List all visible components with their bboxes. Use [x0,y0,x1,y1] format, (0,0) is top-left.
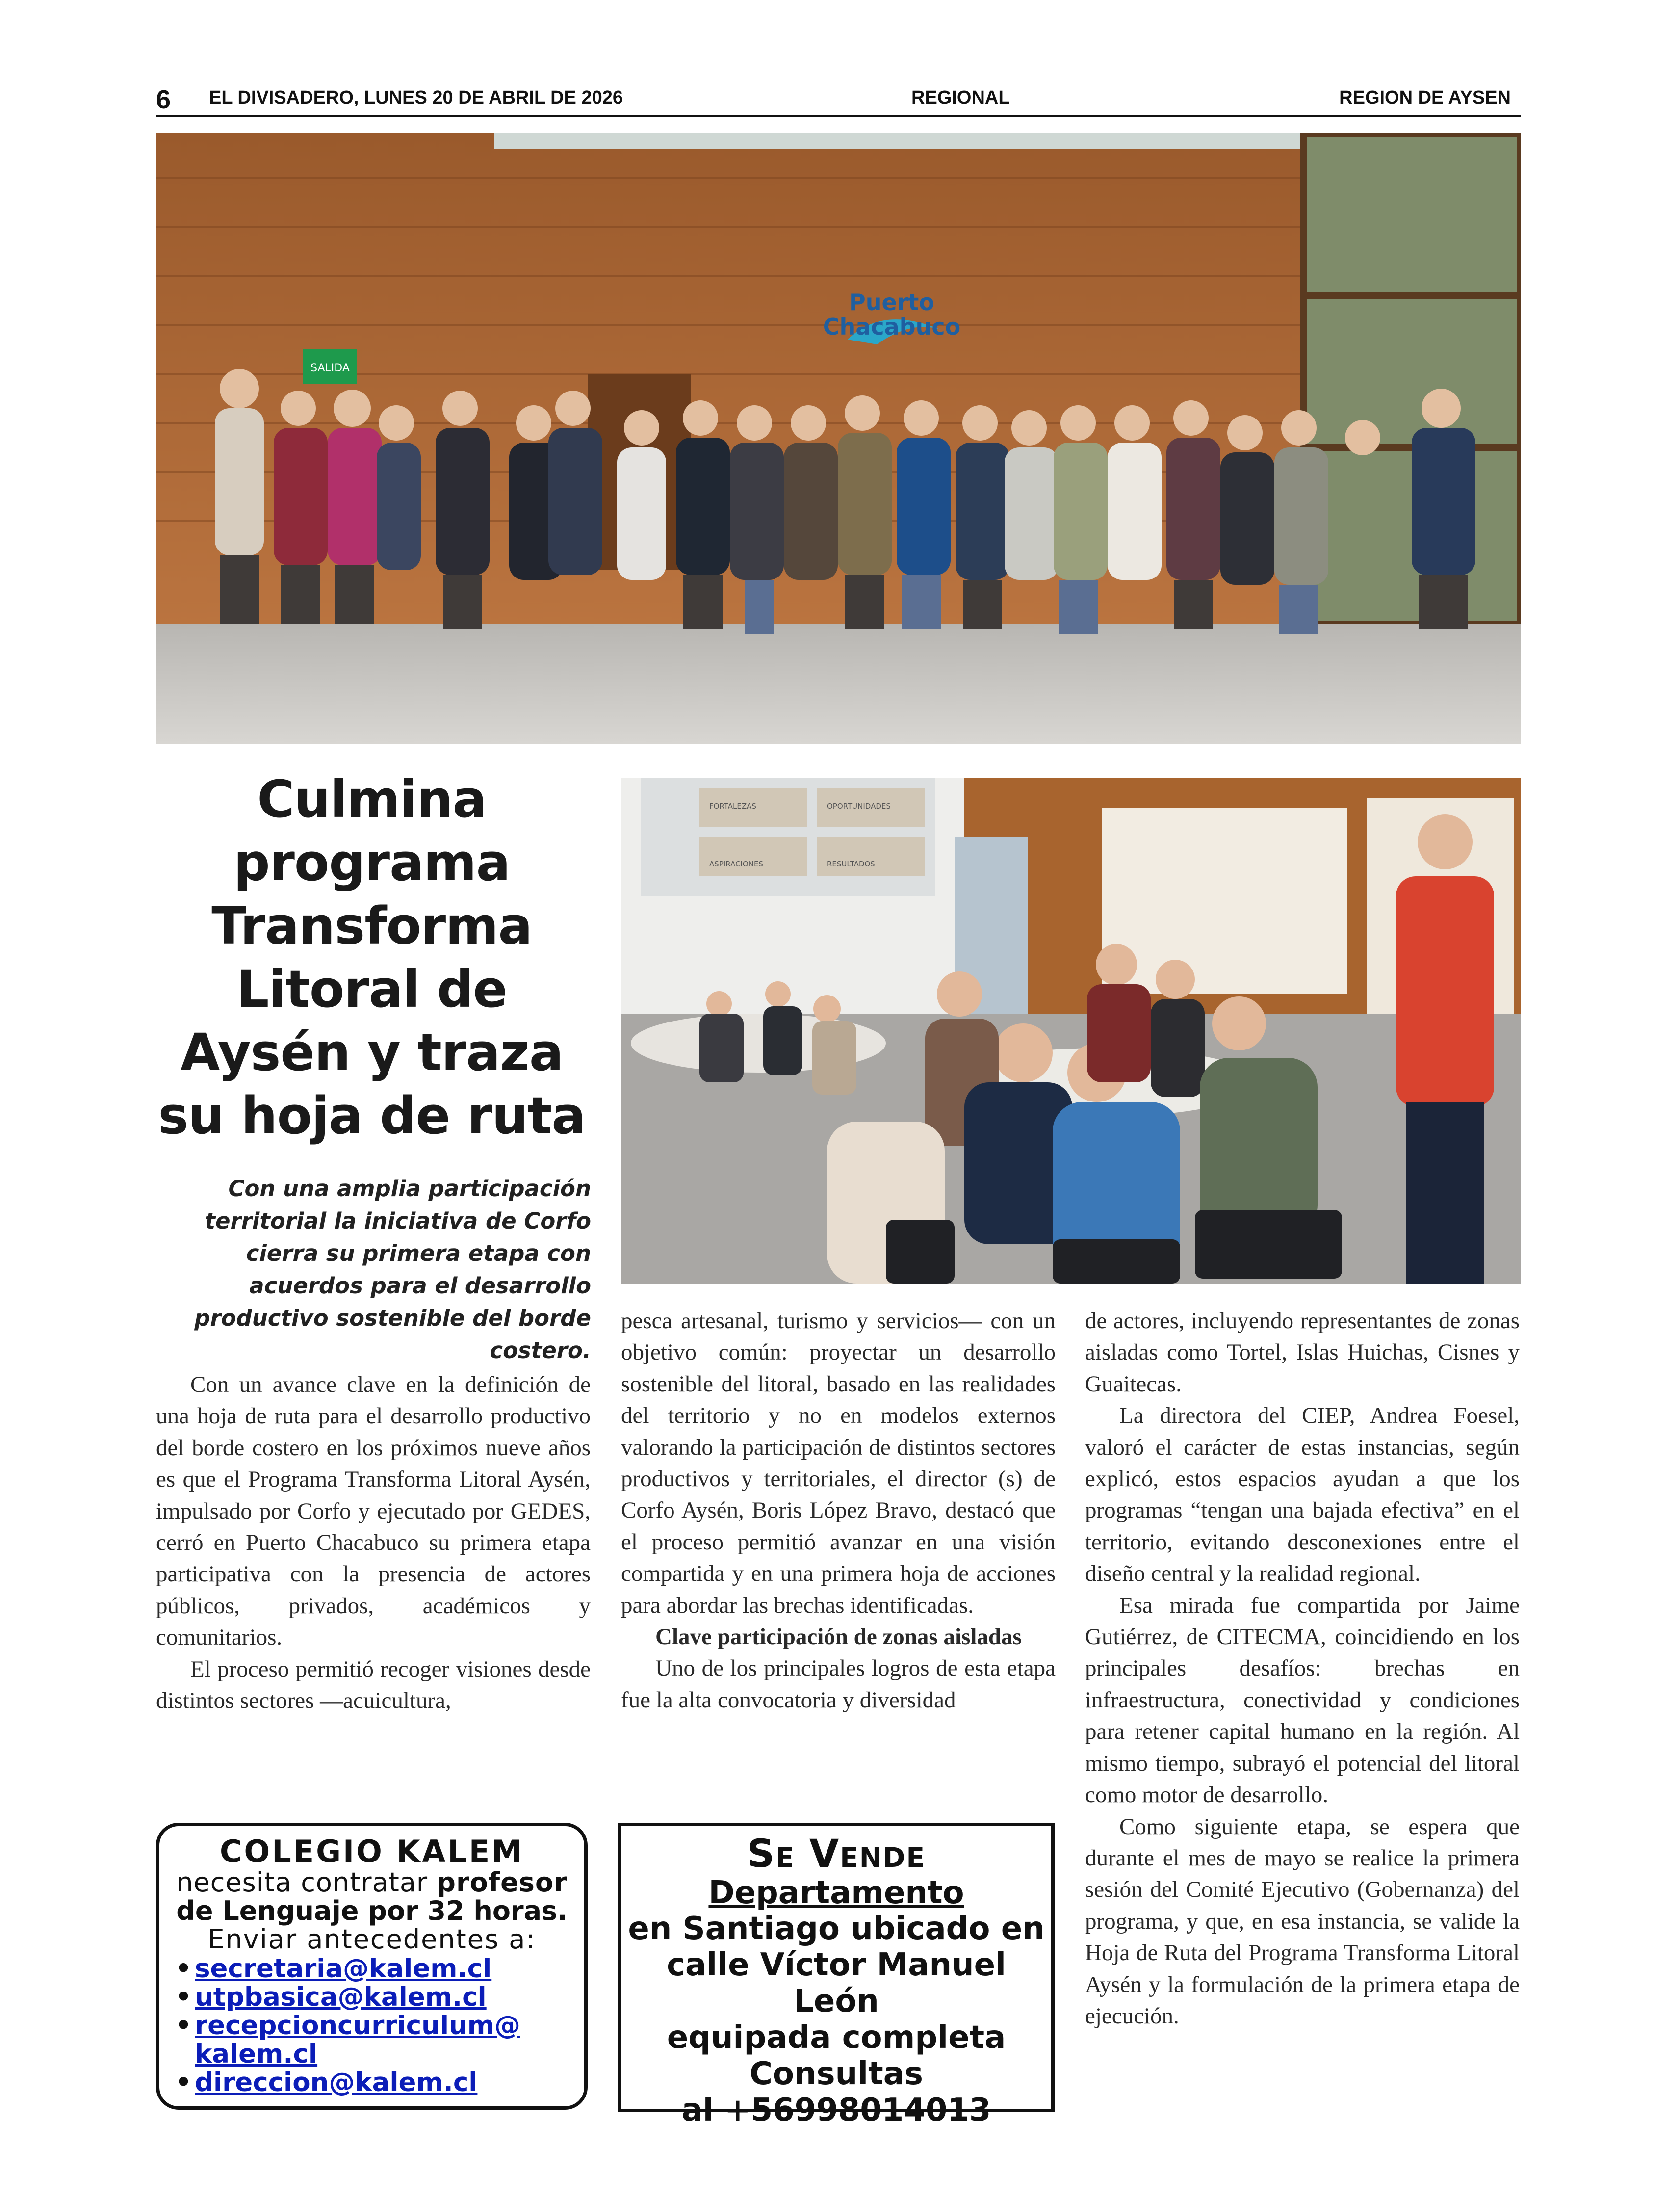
ad-line-1-text: necesita contratar [176,1867,437,1898]
paragraph: Con un avance clave en la definición de una hoja de ruta para el desarrollo productivo del borde costero en los próximos nueve años es que el Programa Transforma Litoral Aysén, impulsado por Corfo y ejecutado por GEDES, cerró en Puerto Chacabuco su primera etapa participativa con la presencia de actores públicos, privados, académicos y comunitarios. [156,1372,591,1651]
ad-line-1 [159,1868,584,1897]
email-link-secretaria[interactable]: • secretaria@kalem.cl [175,1955,584,1983]
exit-sign-text: SALIDA [310,362,350,374]
ad-line-3: Enviar antecedentes a: [207,1924,536,1955]
email-link-recepcioncurriculum[interactable]: • recepcioncurriculum@ kalem.cl [175,2012,584,2069]
article-deck: Con una amplia participación territorial la iniciativa de Corfo cierra su primera etapa con acuerdos para el desarrollo productivo sostenible del borde costero. [194,1176,591,1363]
ad-line-3: equipada completa [667,2019,1006,2056]
paragraph: Como siguiente etapa, se espera que durante el mes de mayo se realice la primera sesión del Comité Ejecutivo (Gobernanza) del programa, y que, en esa instancia, se valide la Hoja de Ruta del Programa Transforma Litoral Aysén y la formulación de la primera etapa de ejecución. [1085,1813,1520,2029]
paragraph: Esa mirada fue compartida por Jaime Gutiérrez, de CITECMA, coincidiendo en los principales desafíos: brechas en infraestructura, conectividad y condiciones para retener capital humano en la región. Al mismo tiempo, subrayó el potencial del litoral como motor de desarrollo. [1085,1592,1520,1808]
publication-date: EL DIVISADERO, LUNES 20 DE ABRIL DE 2026 [209,87,623,108]
ad-line-2: calle Víctor Manuel León [667,1947,1006,2019]
paragraph: Uno de los principales logros de esta etapa fue la alta convocatoria y diversidad [621,1655,1056,1713]
logo-text-line2: Chacabuco [823,314,961,340]
article-column-1 [156,1369,591,1716]
page-header [156,84,1521,117]
article-headline: Culmina programa Transforma Litoral de Aysén y traza su hoja de ruta [158,769,586,1146]
sale-ad-departamento [618,1823,1055,2128]
ad-title: COLEGIO KALEM [220,1834,524,1869]
ad-item: Departamento [708,1875,964,1911]
slide-cell-1: FORTALEZAS [709,802,756,811]
slide-cell-2: OPORTUNIDADES [827,802,891,811]
paragraph: pesca artesanal, turismo y servicios— con un objetivo común: proyectar un desarrollo sostenible del litoral, basado en las realidades del territorio y no en modelos externos valorando la participación de distintos sectores productivos y territoriales, el director (s) de Corfo Aysén, Boris López Bravo, destacó que el proceso permitió avanzar en una visión compartida y en una primera hoja de acciones para abordar las brechas identificadas. [621,1308,1056,1618]
ad-phone[interactable]: al +56998014013 [681,2092,991,2128]
group-photo [156,133,1521,744]
email-link-utpbasica[interactable]: • utpbasica@kalem.cl [175,1983,584,2012]
paragraph: La directora del CIEP, Andrea Foesel, valoró el carácter de estas instancias, según explicó, estos espacios ayudan a que los programas “tengan una bajada efectiva” en el territorio, evitando desconexiones entre el diseño central y la realidad regional. [1085,1403,1520,1587]
ad-line-2: de Lenguaje por 32 horas. [176,1895,568,1926]
email-link-direccion[interactable]: • direccion@kalem.cl [175,2069,584,2097]
job-ad-colegio-kalem [156,1823,588,2110]
ad-line-1: en Santiago ubicado en [628,1911,1045,1947]
workshop-photo [621,778,1521,1284]
article-column-3 [1085,1305,1520,2032]
paragraph: de actores, incluyendo representantes de zonas aisladas como Tortel, Islas Huichas, Cisnes y Guaitecas. [1085,1308,1520,1397]
email-list [159,1955,584,2097]
region-name: REGION DE AYSEN [1339,87,1511,108]
ad-line-4: Consultas [750,2056,923,2092]
slide-cell-4: RESULTADOS [827,860,875,868]
article-column-2 [621,1305,1056,1716]
page-number: 6 [156,85,171,114]
logo-text-line1: Puerto [849,289,934,315]
ad-title: Se Vende [747,1832,926,1876]
ad-line-1-bold: profesor [437,1867,568,1898]
slide-cell-3: ASPIRACIONES [709,860,763,868]
section-name: REGIONAL [911,87,1010,108]
subheading: Clave participación de zonas aisladas [655,1624,1022,1650]
paragraph: El proceso permitió recoger visiones desde distintos sectores —acuicultura, [156,1656,591,1714]
